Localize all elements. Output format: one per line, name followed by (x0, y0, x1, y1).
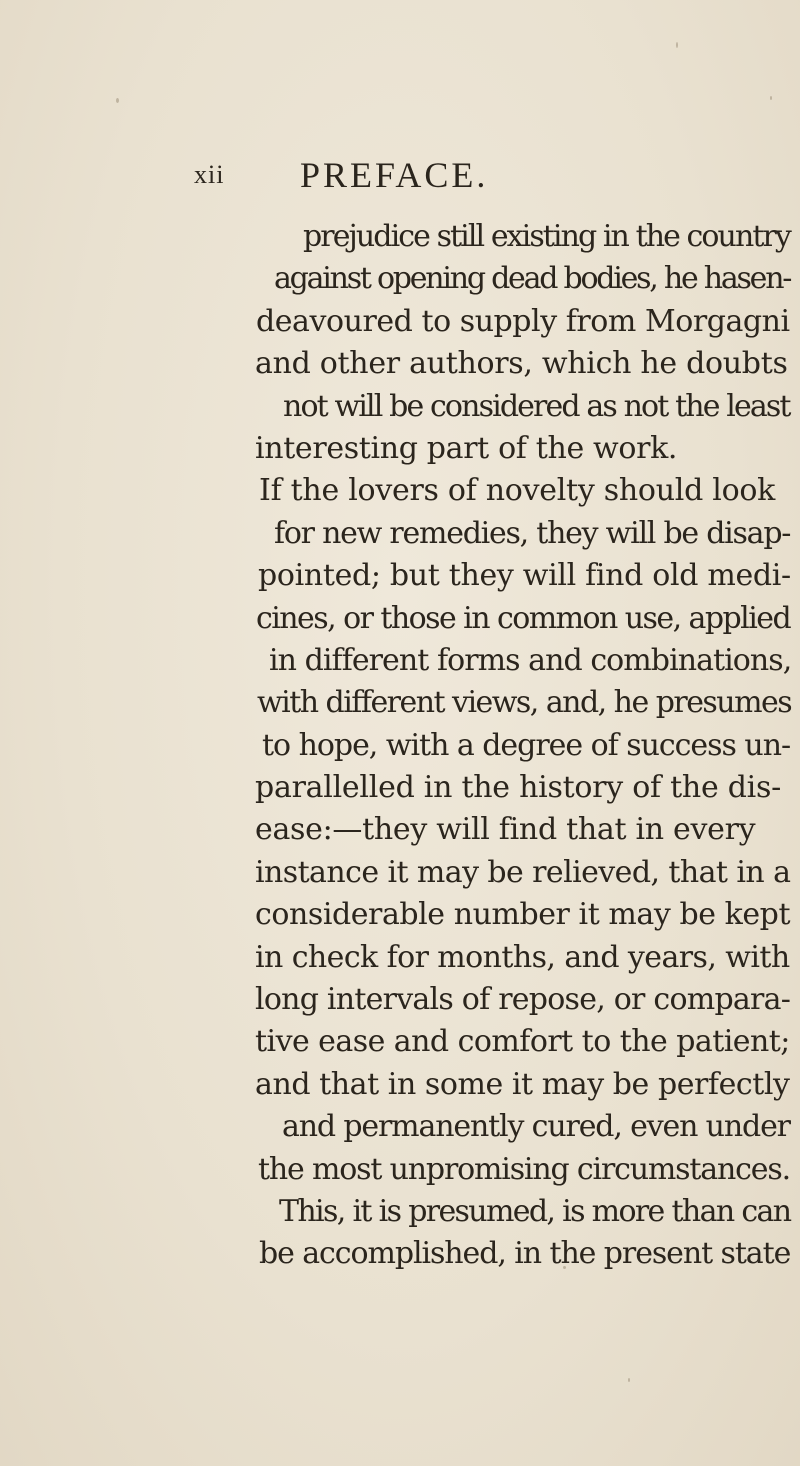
text-line: the most unpromising circumstances. (258, 1151, 790, 1187)
text-line: and that in some it may be perfectly (255, 1066, 790, 1102)
text-line: ease:—they will find that in every (255, 812, 756, 848)
text-line: not will be considered as not the least (283, 388, 790, 424)
text-line: This, it is presumed, is more than can (279, 1193, 791, 1229)
page-header (0, 155, 800, 200)
paper-speck (676, 42, 678, 48)
paper-speck (770, 96, 772, 100)
text-line: in different forms and combinations, (269, 642, 792, 678)
text-line: instance it may be relieved, that in a (255, 854, 791, 890)
text-line: for new remedies, they will be disap- (274, 515, 791, 551)
text-line: to hope, with a degree of success un- (262, 727, 791, 763)
text-line: If the lovers of novelty should look (259, 473, 776, 509)
text-line: tive ease and comfort to the patient; (255, 1024, 790, 1060)
text-line: long intervals of repose, or compara- (255, 982, 791, 1018)
text-line: interesting part of the work. (255, 430, 678, 466)
preface-text (255, 216, 800, 1276)
page-number: xii (194, 160, 225, 189)
text-line: in check for months, and years, with (255, 939, 790, 975)
paper-speck (628, 1378, 630, 1382)
text-line: and other authors, which he doubts (255, 346, 788, 382)
text-line: cines, or those in common use, applied (256, 600, 791, 636)
text-line: and permanently cured, even under (282, 1109, 790, 1145)
text-line: with different views, and, he presumes (257, 685, 792, 721)
running-title: PREFACE. (300, 155, 489, 195)
text-line: prejudice still existing in the country (303, 219, 790, 254)
text-line: be accomplished, in the present state (259, 1236, 791, 1272)
text-line: parallelled in the history of the dis- (255, 770, 782, 806)
text-line: considerable number it may be kept (255, 897, 791, 933)
text-line: against opening dead bodies, he hasen- (274, 261, 791, 297)
text-line: pointed; but they will find old medi- (258, 558, 791, 594)
paper-speck (116, 98, 119, 103)
text-line: deavoured to supply from Morgagni (256, 303, 790, 339)
